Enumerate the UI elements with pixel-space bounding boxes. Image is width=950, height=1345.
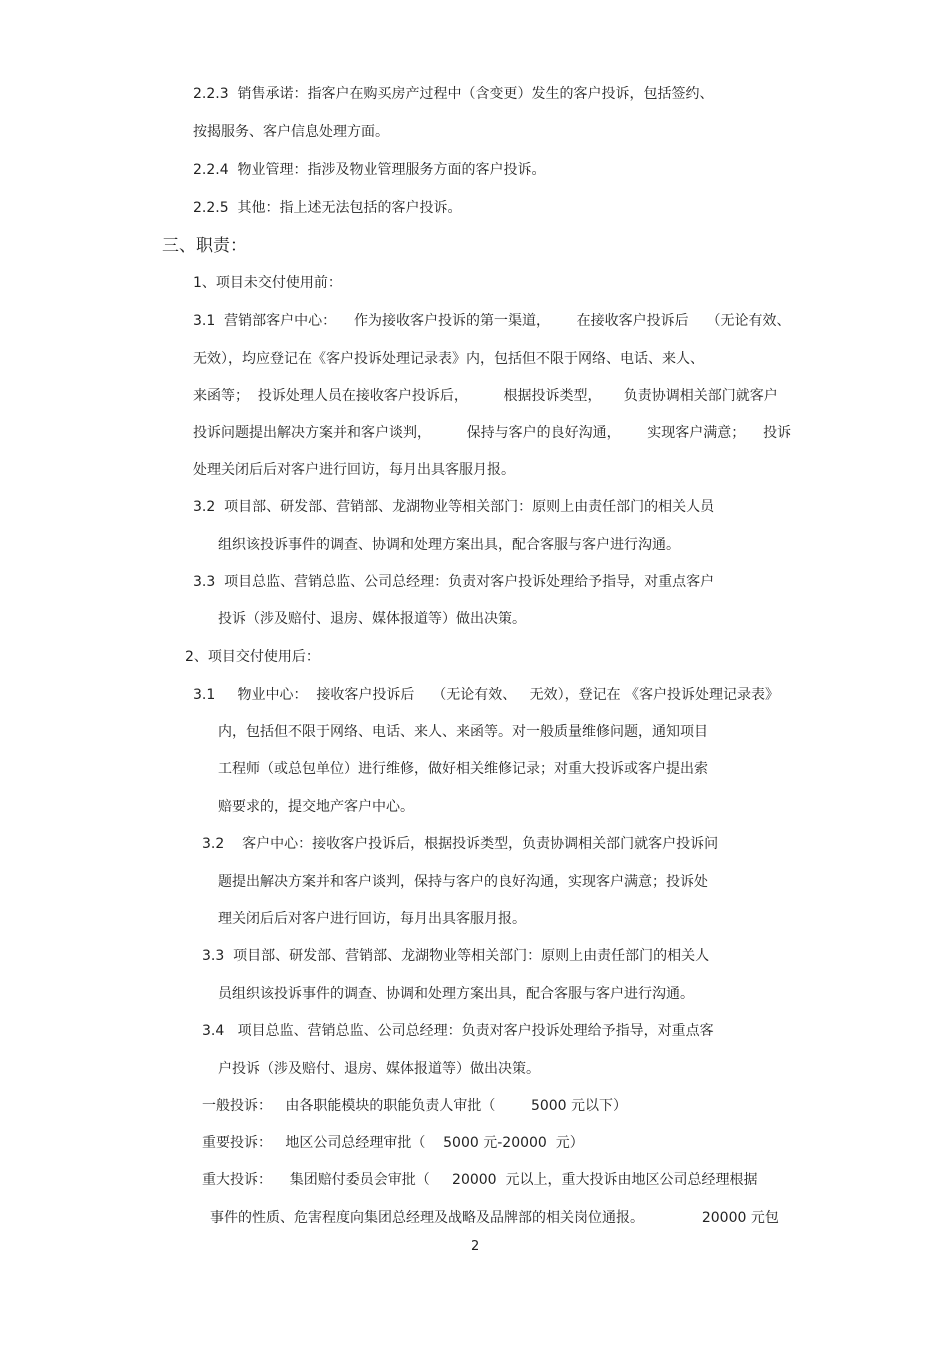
text-line: 来函等； 投诉处理人员在接收客户投诉后， 根据投诉类型， 负责协调相关部门就客户 (193, 388, 778, 404)
text-line: 赔要求的，提交地产客户中心。 (218, 799, 414, 815)
text-line: 无效），均应登记在《客户投诉处理记录表》内，包括但不限于网络、电话、来人、 (193, 351, 704, 367)
text-line: 2.2.4 物业管理：指涉及物业管理服务方面的客户投诉。 (193, 162, 546, 178)
text-line: 按揭服务、客户信息处理方面。 (193, 124, 389, 140)
text-line: 一般投诉： 由各职能模块的职能负责人审批（ 5000 元以下） (202, 1098, 628, 1114)
text-line: 重要投诉： 地区公司总经理审批（ 5000 元-20000 元） (202, 1135, 584, 1151)
text-line: 3.1 营销部客户中心： 作为接收客户投诉的第一渠道， 在接收客户投诉后 （无论有效、 (193, 313, 791, 329)
text-line: 2.2.3 销售承诺：指客户在购买房产过程中（含变更）发生的客户投诉，包括签约、 (193, 86, 714, 102)
text-line: 3.3 项目总监、营销总监、公司总经理：负责对客户投诉处理给予指导，对重点客户 (193, 574, 715, 590)
text-line: 重大投诉： 集团赔付委员会审批（ 20000 元以上，重大投诉由地区公司总经理根据 (202, 1172, 758, 1188)
section-heading: 三、职责： (162, 236, 247, 256)
text-line: 事件的性质、危害程度向集团总经理及战略及品牌部的相关岗位通报。 20000 元包 (210, 1210, 779, 1226)
text-line: 内，包括但不限于网络、电话、来人、来函等。对一般质量维修问题，通知项目 (218, 724, 708, 740)
text-line: 3.4 项目总监、营销总监、公司总经理：负责对客户投诉处理给予指导，对重点客 (202, 1023, 714, 1039)
text-line: 投诉问题提出解决方案并和客户谈判， 保持与客户的良好沟通， 实现客户满意； 投诉 (193, 425, 792, 441)
text-line: 员组织该投诉事件的调查、协调和处理方案出具，配合客服与客户进行沟通。 (218, 986, 694, 1002)
text-line: 3.1 物业中心： 接收客户投诉后 （无论有效、 无效），登记在 《客户投诉处理记录表》 (193, 687, 780, 703)
text-line: 2.2.5 其他：指上述无法包括的客户投诉。 (193, 200, 462, 216)
text-line: 3.2 客户中心：接收客户投诉后，根据投诉类型，负责协调相关部门就客户投诉问 (202, 836, 719, 852)
text-line: 组织该投诉事件的调查、协调和处理方案出具，配合客服与客户进行沟通。 (218, 537, 680, 553)
subsection-heading: 2、项目交付使用后： (185, 649, 320, 665)
text-line: 题提出解决方案并和客户谈判，保持与客户的良好沟通，实现客户满意；投诉处 (218, 874, 708, 890)
text-line: 户投诉（涉及赔付、退房、媒体报道等）做出决策。 (218, 1061, 540, 1077)
subsection-heading: 1、项目未交付使用前： (193, 275, 342, 291)
page-number: 2 (471, 1239, 480, 1254)
text-line: 投诉（涉及赔付、退房、媒体报道等）做出决策。 (218, 611, 526, 627)
text-line: 3.3 项目部、研发部、营销部、龙湖物业等相关部门：原则上由责任部门的相关人 (202, 948, 710, 964)
text-line: 3.2 项目部、研发部、营销部、龙湖物业等相关部门：原则上由责任部门的相关人员 (193, 499, 715, 515)
text-line: 工程师（或总包单位）进行维修，做好相关维修记录；对重大投诉或客户提出索 (218, 761, 708, 777)
text-line: 理关闭后后对客户进行回访，每月出具客服月报。 (218, 911, 526, 927)
text-line: 处理关闭后后对客户进行回访，每月出具客服月报。 (193, 462, 515, 478)
